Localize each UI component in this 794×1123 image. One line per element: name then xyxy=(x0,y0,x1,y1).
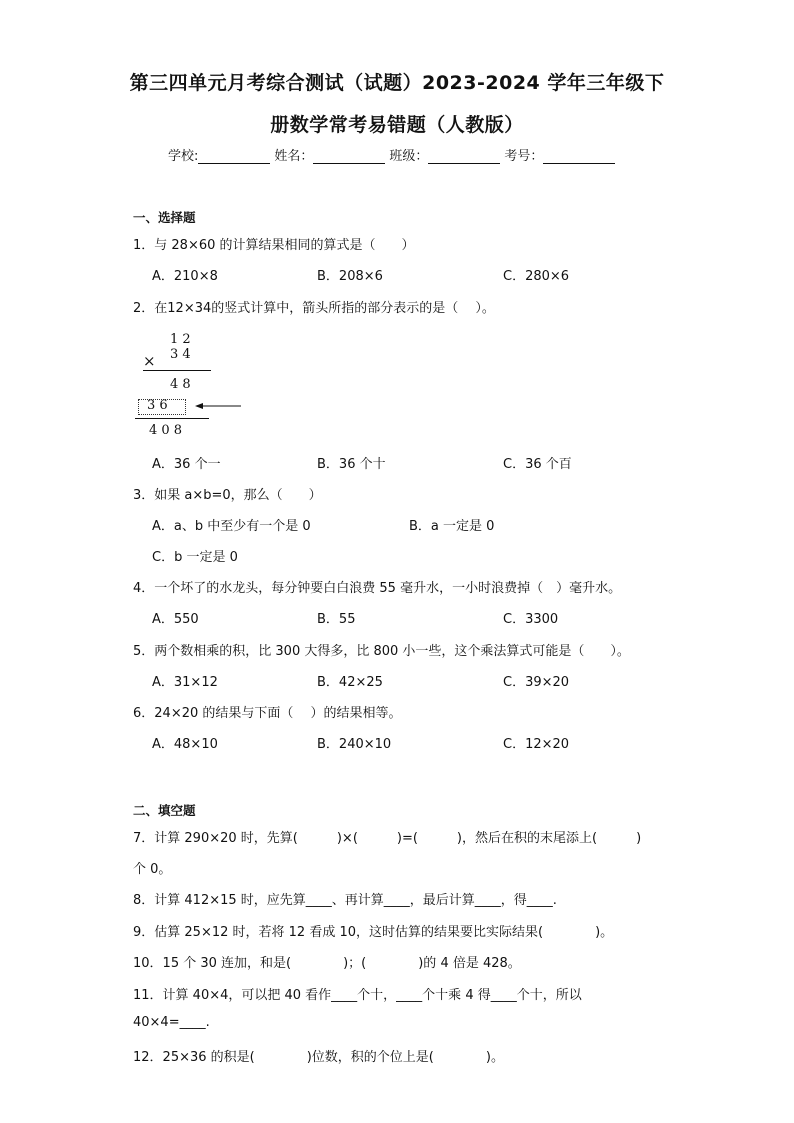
title-line-1: 第三四单元月考综合测试（试题）2023-2024 学年三年级下 xyxy=(129,72,665,94)
calc-multiplicand: 1 2 xyxy=(170,332,191,347)
arrow-icon xyxy=(193,400,243,412)
q4-option-a[interactable]: A．550 xyxy=(152,612,199,627)
q1-option-c[interactable]: C．280×6 xyxy=(503,269,570,284)
exam-number-label: 考号： xyxy=(504,149,544,164)
question-12: 12．25×36 的积是( )位数，积的个位上是( )。 xyxy=(133,1050,504,1065)
exam-number-blank[interactable] xyxy=(543,149,615,164)
question-7-cont: 个 0。 xyxy=(133,862,172,877)
question-9: 9．估算 25×12 时，若将 12 看成 10，这时估算的结果要比实际结果( )。 xyxy=(133,925,614,940)
calc-result: 4 0 8 xyxy=(149,423,183,438)
times-sign: × xyxy=(143,352,156,370)
school-label: 学校: xyxy=(168,149,199,164)
q6-option-b[interactable]: B．240×10 xyxy=(317,737,392,752)
q1-option-a[interactable]: A．210×8 xyxy=(152,269,218,284)
class-label: 班级： xyxy=(389,149,429,164)
question-1: 1．与 28×60 的计算结果相同的算式是（ ） xyxy=(133,238,415,253)
vertical-multiplication xyxy=(133,330,253,440)
q2-option-a[interactable]: A．36 个一 xyxy=(152,457,221,472)
q5-option-c[interactable]: C．39×20 xyxy=(503,675,570,690)
q6-option-a[interactable]: A．48×10 xyxy=(152,737,218,752)
q6-option-c[interactable]: C．12×20 xyxy=(503,737,570,752)
school-blank[interactable] xyxy=(198,149,270,164)
class-blank[interactable] xyxy=(428,149,500,164)
question-8: 8．计算 412×15 时，应先算____、再计算____，最后计算____，得____. xyxy=(133,893,557,908)
student-info-row xyxy=(168,145,619,164)
q3-option-c[interactable]: C．b 一定是 0 xyxy=(152,550,238,565)
question-2: 2．在12×34的竖式计算中，箭头所指的部分表示的是（ ）。 xyxy=(133,301,495,316)
question-7: 7．计算 290×20 时，先算( )×( )=( )，然后在积的末尾添上( ) xyxy=(133,831,642,846)
q5-option-b[interactable]: B．42×25 xyxy=(317,675,383,690)
question-11-cont: 40×4=____. xyxy=(133,1015,210,1030)
q3-option-b[interactable]: B．a 一定是 0 xyxy=(409,519,495,534)
question-6: 6．24×20 的结果与下面（ ）的结果相等。 xyxy=(133,706,402,721)
q4-option-c[interactable]: C．3300 xyxy=(503,612,559,627)
q2-option-b[interactable]: B．36 个十 xyxy=(317,457,386,472)
calc-partial-product-2: 3 6 xyxy=(147,398,168,413)
section-heading-fill: 二、填空题 xyxy=(133,803,196,818)
q4-option-b[interactable]: B．55 xyxy=(317,612,356,627)
calc-partial-product-1: 4 8 xyxy=(170,377,191,392)
question-5: 5．两个数相乘的积，比 300 大得多，比 800 小一些，这个乘法算式可能是（ ）。 xyxy=(133,644,630,659)
q5-option-a[interactable]: A．31×12 xyxy=(152,675,218,690)
name-label: 姓名： xyxy=(274,149,314,164)
question-3: 3．如果 a×b=0，那么（ ） xyxy=(133,488,322,503)
q3-option-a[interactable]: A．a、b 中至少有一个是 0 xyxy=(152,519,311,534)
title-line-2: 册数学常考易错题（人教版） xyxy=(270,114,524,136)
section-heading-choice: 一、选择题 xyxy=(133,210,196,225)
calc-multiplier: 3 4 xyxy=(170,347,191,362)
question-4: 4．一个坏了的水龙头，每分钟要白白浪费 55 毫升水，一小时浪费掉（ ）毫升水。 xyxy=(133,581,622,596)
q2-option-c[interactable]: C．36 个百 xyxy=(503,457,572,472)
name-blank[interactable] xyxy=(313,149,385,164)
q1-option-b[interactable]: B．208×6 xyxy=(317,269,383,284)
question-10: 10．15 个 30 连加，和是( )；( )的 4 倍是 428。 xyxy=(133,956,521,971)
question-11: 11．计算 40×4，可以把 40 看作____个十，____个十乘 4 得____个十，所以 xyxy=(133,988,582,1003)
